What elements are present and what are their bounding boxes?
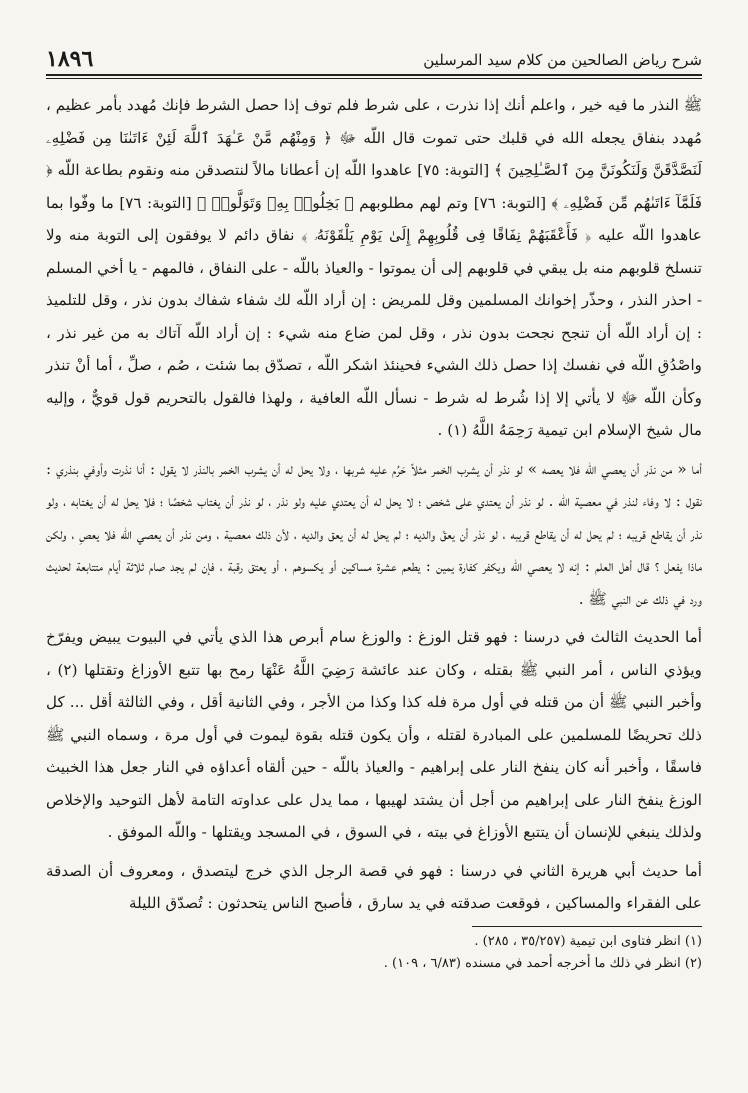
page-header <box>46 30 702 70</box>
footnote-1: (١) انظر فتاوى ابن تيمية (٣٥/٢٥٧ ، ٢٨٥) . <box>474 933 702 949</box>
header-rule <box>46 74 702 76</box>
paragraph-4: أما حديث أبي هريرة الثاني في درسنا : فهو في قصة الرجل الذي خرج ليتصدق ، ومعروف أن الصدقة على الفقراء والمساكين ، فوقعت صدقته في يد سارق ، فأصبح الناس يتحدثون : تُصدّق الليلة <box>46 861 702 912</box>
header-rule-thin <box>46 78 702 79</box>
paragraph-1: ﷺ النذر ما فيه خير ، واعلم أنك إذا نذرت ، على شرط فلم توف إذا حصل الشرط فإنك مُهدد بأمر عظيم ، مُهدد بنفاق يجعله الله في قلبك حتى تموت قال اللّه ﷻ ﴿ وَمِنْهُم مَّنْ عَـٰهَدَ ٱللَّهَ لَئِنْ ءَاتَىٰنَا مِن فَضْلِهِۦ لَنَصَّدَّقَنَّ وَلَنَكُونَنَّ مِنَ ٱلصَّـٰلِحِينَ ﴾ [التوبة: ٧٥] عاهدوا اللّه إن أعطانا مالاً لنتصدقن منه ونقوم بطاعة اللّه ﴿ فَلَمَّآ ءَاتَىٰهُم مِّن فَضْلِهِۦ ﴾ [التوبة: ٧٦] وتم لهم مطلوبهم ﴿ بَخِلُوا۟ بِهِۦ وَتَوَلَّوا۟ ﴾ [التوبة: ٧٦] ما وفّوا بما عاهدوا اللّه عليه ﴿ فَأَعْقَبَهُمْ نِفَاقًا فِى قُلُوبِهِمْ إِلَىٰ يَوْمِ يَلْقَوْنَهُۥ ﴾ نفاق دائم لا يوفقون إلى التوبة منه ولا تنسلخ قلوبهم منه بل يبقي في قلوبهم إلى أن يموتوا - والعياذ باللّه - على النفاق ، فالمهم - يا أخي المسلم - احذر النذر ، وحذّر إخوانك المسلمين وقل للمريض : إن أراد اللّه لك شفاء شفاك بدون نذر ، وقل للتلميذ : إن أراد اللّه أن تنجح نجحت بدون نذر ، وقل لمن ضاع منه شيء : إن أراد اللّه آتاك به من غير نذر ، واصْدُقِ اللّه في نفسك إذا حصل ذلك الشيء فحينئذ اشكر اللّه ، تصدّق بما شئت ، صُم ، صلِّ ، أما أنْ تنذر وكأن اللّه ﷻ لا يأتي إلا إذا شُرط له شرط - نسأل اللّه العافية ، ولهذا فالقول بالتحريم قول قويٌّ ، وإليه مال شيخ الإسلام ابن تيمية رَحِمَهُ اللَّهُ (١) . <box>46 96 702 439</box>
paragraph-2: أما « من نذر أن يعصي اللّه فلا يعصه » لو نذر أن يشرب الخمر مثلاً حَرُم عليه شربها ، ولا يحل له أن يشرب الخمر بالنذر لا يقول : أنا نذرت وأوفي بنذري : نقول : لا وفاء لنذر في معصية اللّه . لو نذر أن يعتدي على شخص ؛ لا يحل له أن يعتدي عليه ولو نذر ، لو نذر أن يغتاب شخصًا ؛ فلا يحل له أن يغتابه ، ولو نذر أن يقاطع قريبه ؛ لم يحل له أن يقاطع قريبه ، لو نذر أن يعقّ والديه ؛ لم يحل له أن يعق والديه ، لأن ذلك معصية ، ومن نذر أن يعصي اللّه فلا يعصِ ، ولكن ماذا يفعل ؟ قال أهل العلم : إنه لا يعصي اللّه ويكفر كفارة يمين : يطعم عشرة مساكين أو يكسوهم ، أو يعتق رقبة ، فإن لم يجد صام ثلاثة أيام متتابعة لحديث ورد في ذلك عن النبي ﷺ . <box>46 459 702 608</box>
paragraph-3: أما الحديث الثالث في درسنا : فهو قتل الوزغ : والوزغ سام أبرص هذا الذي يأتي في البيوت يبيض ويفرّخ ويؤذي الناس ، أمر النبي ﷺ بقتله ، وكان عند عائشة رَضِيَ اللَّهُ عَنْهَا رمح بها تتبع الأوزاغ وتقتلها (٢) ، وأخبر النبي ﷺ أن من قتله في أول مرة فله كذا وكذا من الأجر ، وفي الثانية أقل ، وفي الثالثة أقل ... كل ذلك تحريضًا للمسلمين على المبادرة لقتله ، وأن يكون قتله بقوة ليموت في أول مرة ، وسماه النبي ﷺ فاسقًا ، وأخبر أنه كان ينفخ النار على إبراهيم - والعياذ باللّه - حين ألقاه أعداؤه في النار جعل هذا الخبيث الوزغ ينفخ النار على إبراهيم من أجل أن يشتد لهيبها ، مما يدل على عداوته التامة لأهل التوحيد والإخلاص ولذلك ينبغي للإنسان أن يتتبع الأوزاغ في بيته ، في السوق ، في المسجد ويقتلها - واللّه الموفق . <box>46 628 702 841</box>
footnote-rule <box>472 926 702 927</box>
footnote-2: (٢) انظر في ذلك ما أخرجه أحمد في مسنده (٦/٨٣ ، ١٠٩) . <box>383 955 702 971</box>
page-number: ١٨٩٦ <box>46 46 94 72</box>
running-title: شرح رياض الصالحين من كلام سيد المرسلين <box>423 51 702 69</box>
